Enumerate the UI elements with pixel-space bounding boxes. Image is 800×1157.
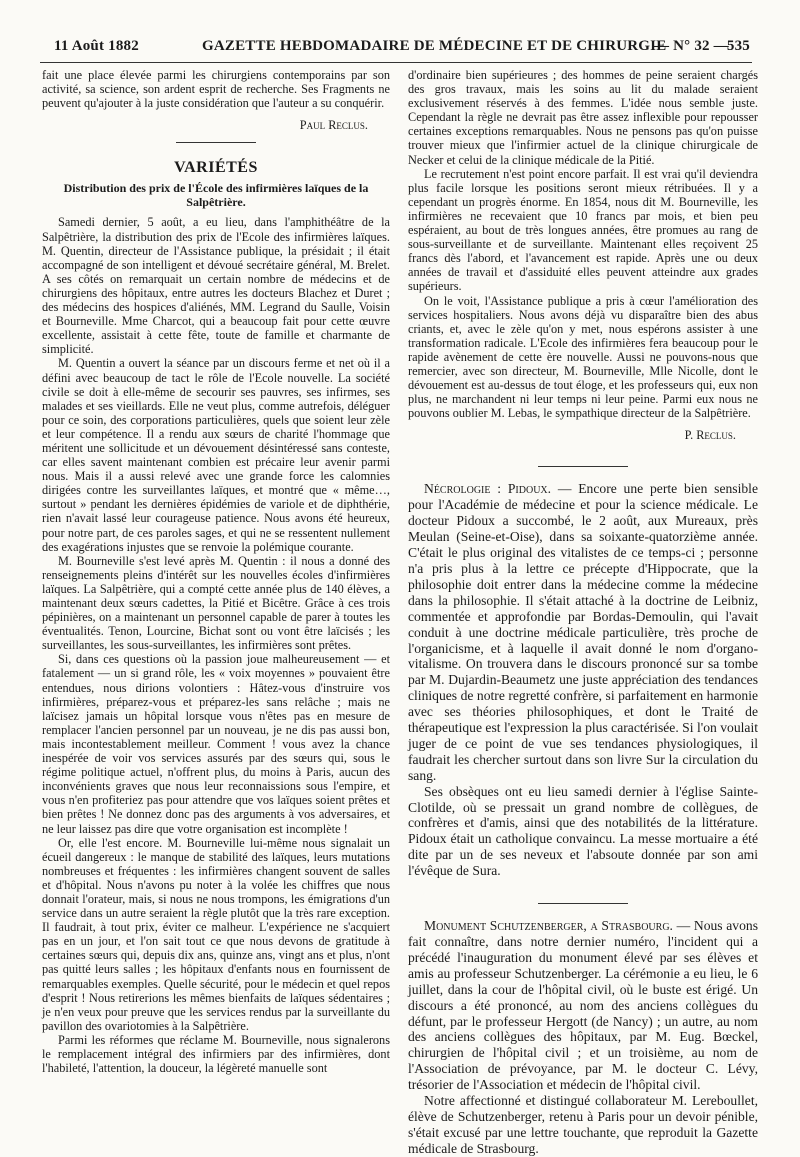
necrology-heading: Nécrologie : Pidoux. — [424, 481, 552, 497]
left-column — [42, 68, 390, 1075]
monument-text: — Nous avons fait connaître, dans notre dernier numéro, l'incident qui a précédé l'inauguration du monument élevé par ses élèves et amis au professeur Schutzenberger. La cérémonie a eu lieu, le 6 juillet, dans la cour de l'hôpital civil, où le buste est érigé. Un discours a été prononcé, au nom des anciens collègues du défunt, par le professeur Hergott (de Nancy) ; un autre, au nom des anciens collègues des hôpitaux, par M. Eug. Bœckel, chirurgien de l'hôpital civil ; et un troisième, au nom de l'Association de prévoyance, par M. le docteur C. Lévy, trésorier de l'Association et médecin de l'hôpital civil. — [408, 918, 758, 1093]
issue-date: 11 Août 1882 — [54, 38, 139, 54]
article-paragraph: Parmi les réformes que réclame M. Bourneville, nous signalerons le remplacement intégral des infirmiers par des infirmières, dont l'habileté, l'attention, la douceur, la légèreté manuelle sont — [42, 1032, 390, 1076]
article-signature: P. Reclus. — [684, 428, 736, 443]
article-paragraph: Samedi dernier, 5 août, a eu lieu, dans l'amphithéâtre de la Salpêtrière, la distribution des prix de l'Ecole des infirmières laïques. M. Quentin, directeur de l'Assistance publique, la présidait ; il était accompagné de son intelligent et dévoué secrétaire général, M. Brelet. A ses côtés on remarquait un certain nombre de médecins et de chirurgiens des hôpitaux, entre autres les docteurs Blachez et Duret ; des médecins des hospices d'aliénés, MM. Legrand du Saulle, Voisin et Bourneville. Mme Charcot, qui a beaucoup fait pour cette œuvre excellente, assistait à cette fête, toute de famille et charmante de simplicité. — [42, 215, 390, 357]
necrology-text: — Encore une perte bien sensible pour l'Académie de médecine et pour la science médicale. Le docteur Pidoux a succombé, le 2 août, aux Mureaux, près Meulan (Seine-et-Oise), dans sa soixante-quatorzième année. C'était le plus original des vitalistes de ce temps-ci ; personne n'a pris plus à la lettre ce précepte d'Hippocrate, que la philosophie doit entrer dans la médecine comme la médecine dans la philosophie. Il s'était attaché à la doctrine de Leibniz, commentée et approfondie par Bordas-Demoulin, qui l'avait conduit à une doctrine médicale particulière, très proche de l'organicisme, et à laquelle il avait donné le nom d'organo-vitalisme. On trouvera dans le discours prononcé sur sa tombe par M. Dujardin-Beaumetz une juste appréciation des tendances cliniques de notre regretté confrère, si parfaitement en harmonie avec ses théories philosophiques, et dont le Traité de thérapeutique est l'expression la plus caractérisée. Si l'on voulait juger de ce point de vue ses tendances physiologiques, il faudrait les chercher surtout dans son livre Sur la circulation du sang. — [408, 481, 758, 783]
section-divider — [538, 903, 628, 904]
section-divider — [176, 142, 256, 143]
running-header — [40, 38, 750, 60]
necrology-paragraph: Ses obsèques ont eu lieu samedi dernier à l'église Sainte-Clotilde, où se pressait un grand nombre de collègues, de confrères et d'amis, ainsi que des notabilités de la littérature. Pidoux était un catholique convaincu. La messe mortuaire a été dite par un de ses neveux et l'absoute donnée par son ami l'évêque de Sura. — [408, 783, 758, 879]
article-paragraph: Or, elle l'est encore. M. Bourneville lui-même nous signalait un écueil dangereux : le manque de stabilité des laïques, leurs mutations nombreuses et fréquentes : les infirmières changent souvent de salles et d'hôpital. Nous n'avons pu noter à la volée les chiffres que nous donnait l'orateur, mais, si nous ne nous trompons, les émigrations d'un service dans un autre seraient la règle plutôt que la très rare exception. Il faudrait, à tout prix, éviter ce malheur. L'expérience ne s'acquiert pas en un jour, et l'on sait tout ce que nous devons de gratitude à certaines sœurs qui, depuis dix ans, quinze ans, vingt ans et plus, n'ont pas quitté leurs salles ; les hôpitaux d'enfants nous en fournissent de remarquables exemples. Quelle sécurité, pour le médecin et quel repos d'esprit ! Nous retirerions les mêmes bienfaits de laïques sédentaires ; je n'en veux pour preuve que les services rendus par la surveillante du pavillon des ovariotomies à la Salpêtrière. — [42, 835, 390, 1033]
right-column — [408, 68, 758, 1157]
section-title: VARIÉTÉS — [174, 159, 258, 177]
article-paragraph: Le recrutement n'est point encore parfait. Il est vrai qu'il deviendra plus facile lorsque les positions seront mieux rétribuées. Il y a cependant un progrès énorme. En 1854, nous dit M. Bourneville, les infirmières ne recevaient que 10 francs par mois, et bien peu espéraient, au bout de très longues années, être promues au rang de sous-surveillante et de surveillante. Maintenant elles reçoivent 25 francs dès l'abord, et l'avancement est rapide. Après une ou deux années de travail et d'assiduité elles peuvent atteindre aux grades supérieurs. — [408, 166, 758, 294]
intro-signature: Paul Reclus. — [299, 118, 368, 133]
article-paragraph: M. Quentin a ouvert la séance par un discours ferme et net où il a défini avec beaucoup de tact le rôle de l'Ecole nouvelle. La société civile se doit à elle-même de secourir ses pauvres, ses infirmes, ses malades et ses vieillards. Elle ne veut plus, comme autrefois, déléguer pour ce soin, des corporations particulières, quels que soient leur zèle et leur compétence. Il a rendu aux sœurs de charité l'hommage que méritent une sollicitude et un dévouement désintéressé sans conteste, car elles savent maintenant combien est précaire leur avenir parmi nous. Mais il a aussi relevé avec une grande force les calomnies dirigées contre les surveillantes laïques, et montré que « même…, surtout » pendant les dernières épidémies de variole et de diphthérie, rien n'avait lassé leur courageuse patience. Nous avons été heureux, pour notre part, de ces paroles sages, et qui ne se ressentent nullement des exagérations injustes que se renvoie la polémique courante. — [42, 356, 390, 554]
necrology-paragraph — [408, 481, 758, 783]
journal-title: GAZETTE HEBDOMADAIRE DE MÉDECINE ET DE CHIRURGIE — [202, 38, 667, 54]
section-divider — [538, 466, 628, 467]
article-paragraph: M. Bourneville s'est levé après M. Quentin : il nous a donné des renseignements pleins d'intérêt sur les nouvelles écoles d'infirmières laïques. La Salpêtrière, qui a compté cette année plus de 140 élèves, a maintenant deux sœurs cadettes, la Pitié et Bicêtre. Grâce à ces trois pépinières, on a maintenant un personnel capable de parer à toutes les éventualités. Tenon, Lourcine, Bichat sont ou vont être laïcisés ; les surveillantes, les sous-surveillantes, les infirmières sont prêtes. — [42, 553, 390, 653]
monument-paragraph: Notre affectionné et distingué collaborateur M. Lereboullet, élève de Schutzenberger, retenu à Paris pour un devoir pénible, s'était excusé par une lettre touchante, que reproduit la Gazette médicale de Strasbourg. — [408, 1093, 758, 1156]
monument-paragraph — [408, 918, 758, 1093]
intro-paragraph: fait une place élevée parmi les chirurgiens contemporains par son activité, sa science, son ardent esprit de recherche. Ses Fragments ne peuvent qu'ajouter à la juste considération que l'auteur a su conquérir. — [42, 68, 390, 111]
page-number: 535 — [726, 38, 750, 54]
header-rule — [40, 62, 752, 63]
monument-heading: Monument Schutzenberger, a Strasbourg. — [424, 918, 673, 934]
article-paragraph: Si, dans ces questions où la passion joue malheureusement — et fatalement — un si grand rôle, les « voix moyennes » pouvaient être entendues, nous dirions volontiers : Hâtez-vous d'instruire vos infirmières, préparez-vous et préparez-les sans relâche ; mais ne laïcisez jamais un hôpital lorsque vous n'êtes pas en mesure de remplacer l'ancien personnel par un nouveau, je ne dis pas aussi bon, mais incontestablement meilleur. Comment ! vous avez la chance inespérée de voir vos services assurés par des sœurs qui, sous le régime politique actuel, n'offrent plus, du moins à Paris, aucun des inconvénients graves que nous leur reconnaissions sous l'empire, et vous n'en profiteriez pas pour attendre que vos laïques soient prêtes et bien prêtes ! Ne donnez donc pas des arguments à vos adversaires, et ne leur laissez pas dire que votre organisation est incomplète ! — [42, 652, 390, 836]
article-subhead: Distribution des prix de l'École des infirmières laïques de la Salpêtrière. — [63, 181, 369, 210]
article-paragraph: On le voit, l'Assistance publique a pris à cœur l'amélioration des services hospitaliers. Nous avons déjà vu disparaître bien des abus criants, et, avec le zèle qu'on y met, nous espérons assister à une transformation radicale. L'Ecole des infirmières fera beaucoup pour le rapide avènement de cette ère nouvelle. Aussi ne pouvons-nous que remercier, avec son directeur, M. Bourneville, Mlle Nicolle, dont le dévouement est au-dessus de tout éloge, et les professeurs qui, eux non plus, ne marchandent ni leur temps ni leur peine. Parmi eux nous ne pouvons oublier M. Lebas, le sympathique directeur de la Salpêtrière. — [408, 293, 758, 421]
article-paragraph: d'ordinaire bien supérieures ; des hommes de peine seraient chargés des gros travaux, mais les soins au lit du malade seraient exclusivement réservés à des femmes. L'idée nous semble juste. Cependant la règle ne devrait pas être assez inflexible pour repousser certaines exceptions remarquables. Nous ne pensons pas qu'on puisse trouver mieux que l'infirmier actuel de la clinique chirurgicale de Necker et celui de la clinique médicale de la Pitié. — [408, 68, 758, 167]
issue-number: — N° 32 — — [654, 38, 729, 54]
